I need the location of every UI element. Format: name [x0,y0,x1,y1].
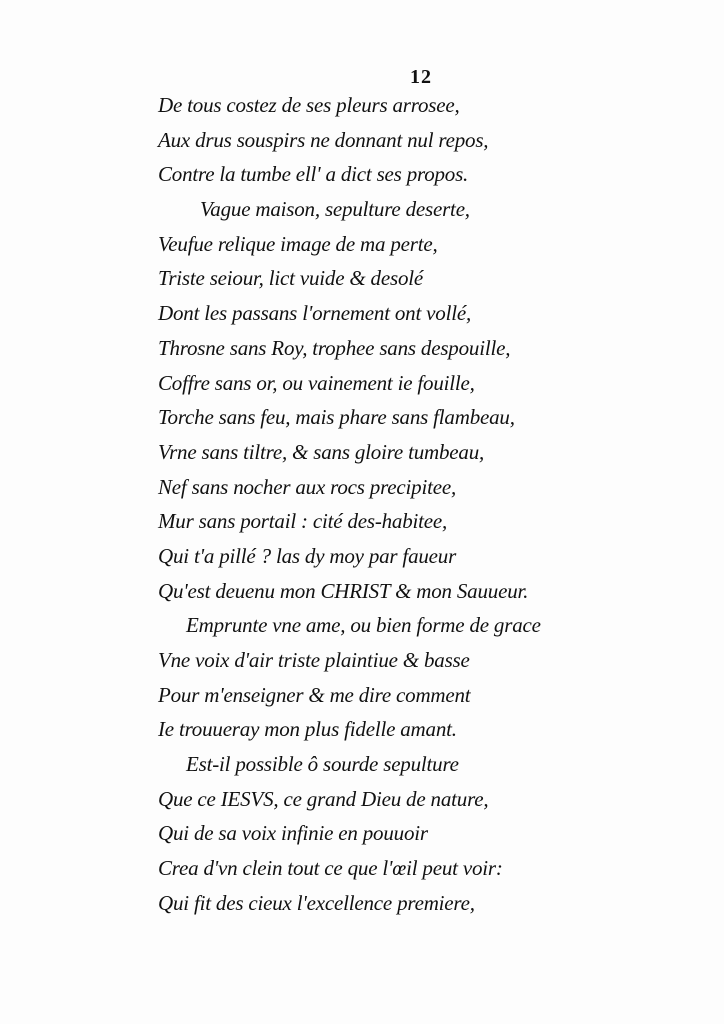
poem-line: Est-il possible ô sourde sepulture [186,752,459,777]
poem-line: Pour m'enseigner & me dire comment [158,682,471,707]
page-number: 12 [410,66,432,88]
poem-line: Mur sans portail : cité des-habitee, [158,509,448,534]
poem-line: Que ce IESVS, ce grand Dieu de nature, [158,786,489,811]
poem-line: Dont les passans l'ornement ont vollé, [158,301,472,326]
poem-line: Triste seiour, lict vuide & desolé [158,266,424,291]
poem-line: Emprunte vne ame, ou bien forme de grace [186,613,541,638]
poem-line: Qui fit des cieux l'excellence premiere, [158,890,475,915]
poem-line: Vne voix d'air triste plaintiue & basse [158,648,470,672]
poem-line: Qui de sa voix infinie en pouuoir [158,821,428,846]
poem-line: Crea d'vn clein tout ce que l'œil peut voir: [158,856,503,881]
poem-line: Qu'est deuenu mon CHRIST & mon Sauueur. [158,578,529,603]
poem-text [158,88,688,921]
poem-line: De tous costez de ses pleurs arrosee, [158,93,460,117]
poem-line: Vague maison, sepulture deserte, [200,197,470,222]
poem-line: Torche sans feu, mais phare sans flambeau, [158,405,515,430]
poem-line: Contre la tumbe ell' a dict ses propos. [158,162,469,187]
poem-line: Qui t'a pillé ? las dy moy par faueur [158,543,457,568]
poem-line: Vrne sans tiltre, & sans gloire tumbeau, [158,439,485,464]
poem-line: Aux drus souspirs ne donnant nul repos, [158,127,489,152]
poem-line: Veufue relique image de ma perte, [158,231,438,256]
poem-line: Coffre sans or, ou vainement ie fouille, [158,370,475,395]
poem-line: Throsne sans Roy, trophee sans despouille, [158,335,511,360]
poem-line: Nef sans nocher aux rocs precipitee, [158,474,457,499]
poem-line: Ie trouueray mon plus fidelle amant. [158,717,457,742]
